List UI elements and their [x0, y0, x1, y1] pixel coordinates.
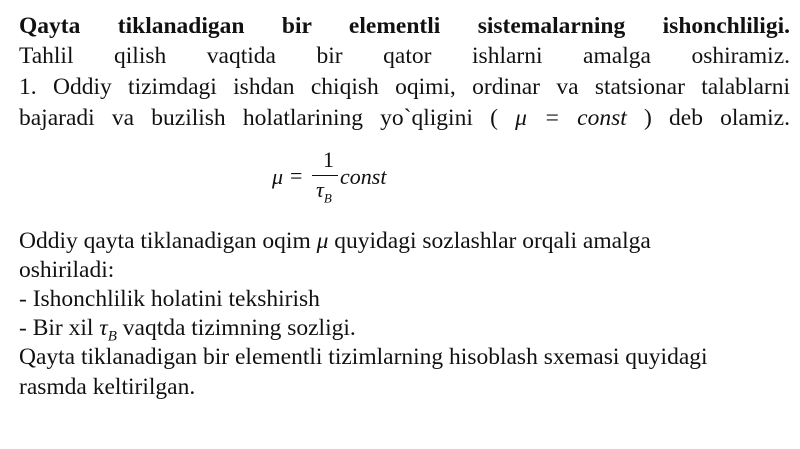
formula-denominator — [316, 177, 332, 206]
closing-text-line: Qayta tiklanadigan bir elementli tizimlarning hisoblash sxemasi quyidagi — [19, 344, 708, 370]
mu-symbol: μ — [316, 228, 329, 254]
formula-numerator: 1 — [323, 147, 334, 172]
closing-text-line: rasmda keltirilgan. — [19, 374, 196, 400]
item-1-text-end: ) deb olamiz. — [626, 105, 790, 131]
item-1-text-start: bajaradi va buzilish holatlarining yo`qligini ( — [19, 105, 516, 131]
intro-text-line: Tahlil qilish vaqtida bir qator ishlarni amalga oshiramiz. — [19, 43, 790, 69]
denominator-subscript: B — [323, 190, 332, 206]
list-item: - Ishonchlilik holatini tekshirish — [19, 286, 320, 312]
formula-lhs: μ — [272, 164, 284, 189]
paragraph-2-text-start: Oddiy qayta tiklanadigan oqim — [19, 228, 317, 254]
display-formula — [272, 144, 412, 210]
inline-formula: μ = const — [515, 105, 627, 131]
denominator-symbol: τ — [316, 177, 324, 202]
paragraph-2-text-end: quyidagi sozlashlar orqali amalga — [328, 228, 651, 254]
item-1-text-line: 1. Oddiy tizimdagi ishdan chiqish oqimi, ordinar va statsionar talablarni — [19, 74, 790, 100]
tau-symbol: τ — [99, 315, 108, 341]
tau-subscript: B — [107, 328, 117, 345]
section-heading: Qayta tiklanadigan bir elementli sistemalarning ishonchliligi. — [19, 13, 790, 39]
paragraph-2-continuation: oshiriladi: — [19, 257, 115, 283]
list-item-text-start: - Bir xil — [19, 315, 100, 341]
paragraph-2-line — [19, 226, 651, 256]
formula-rhs: const — [340, 164, 387, 189]
item-1-continuation-line — [19, 103, 790, 133]
list-item-text-end: vaqtda tizimning sozligi. — [116, 315, 356, 341]
formula-equals: = — [290, 163, 303, 188]
